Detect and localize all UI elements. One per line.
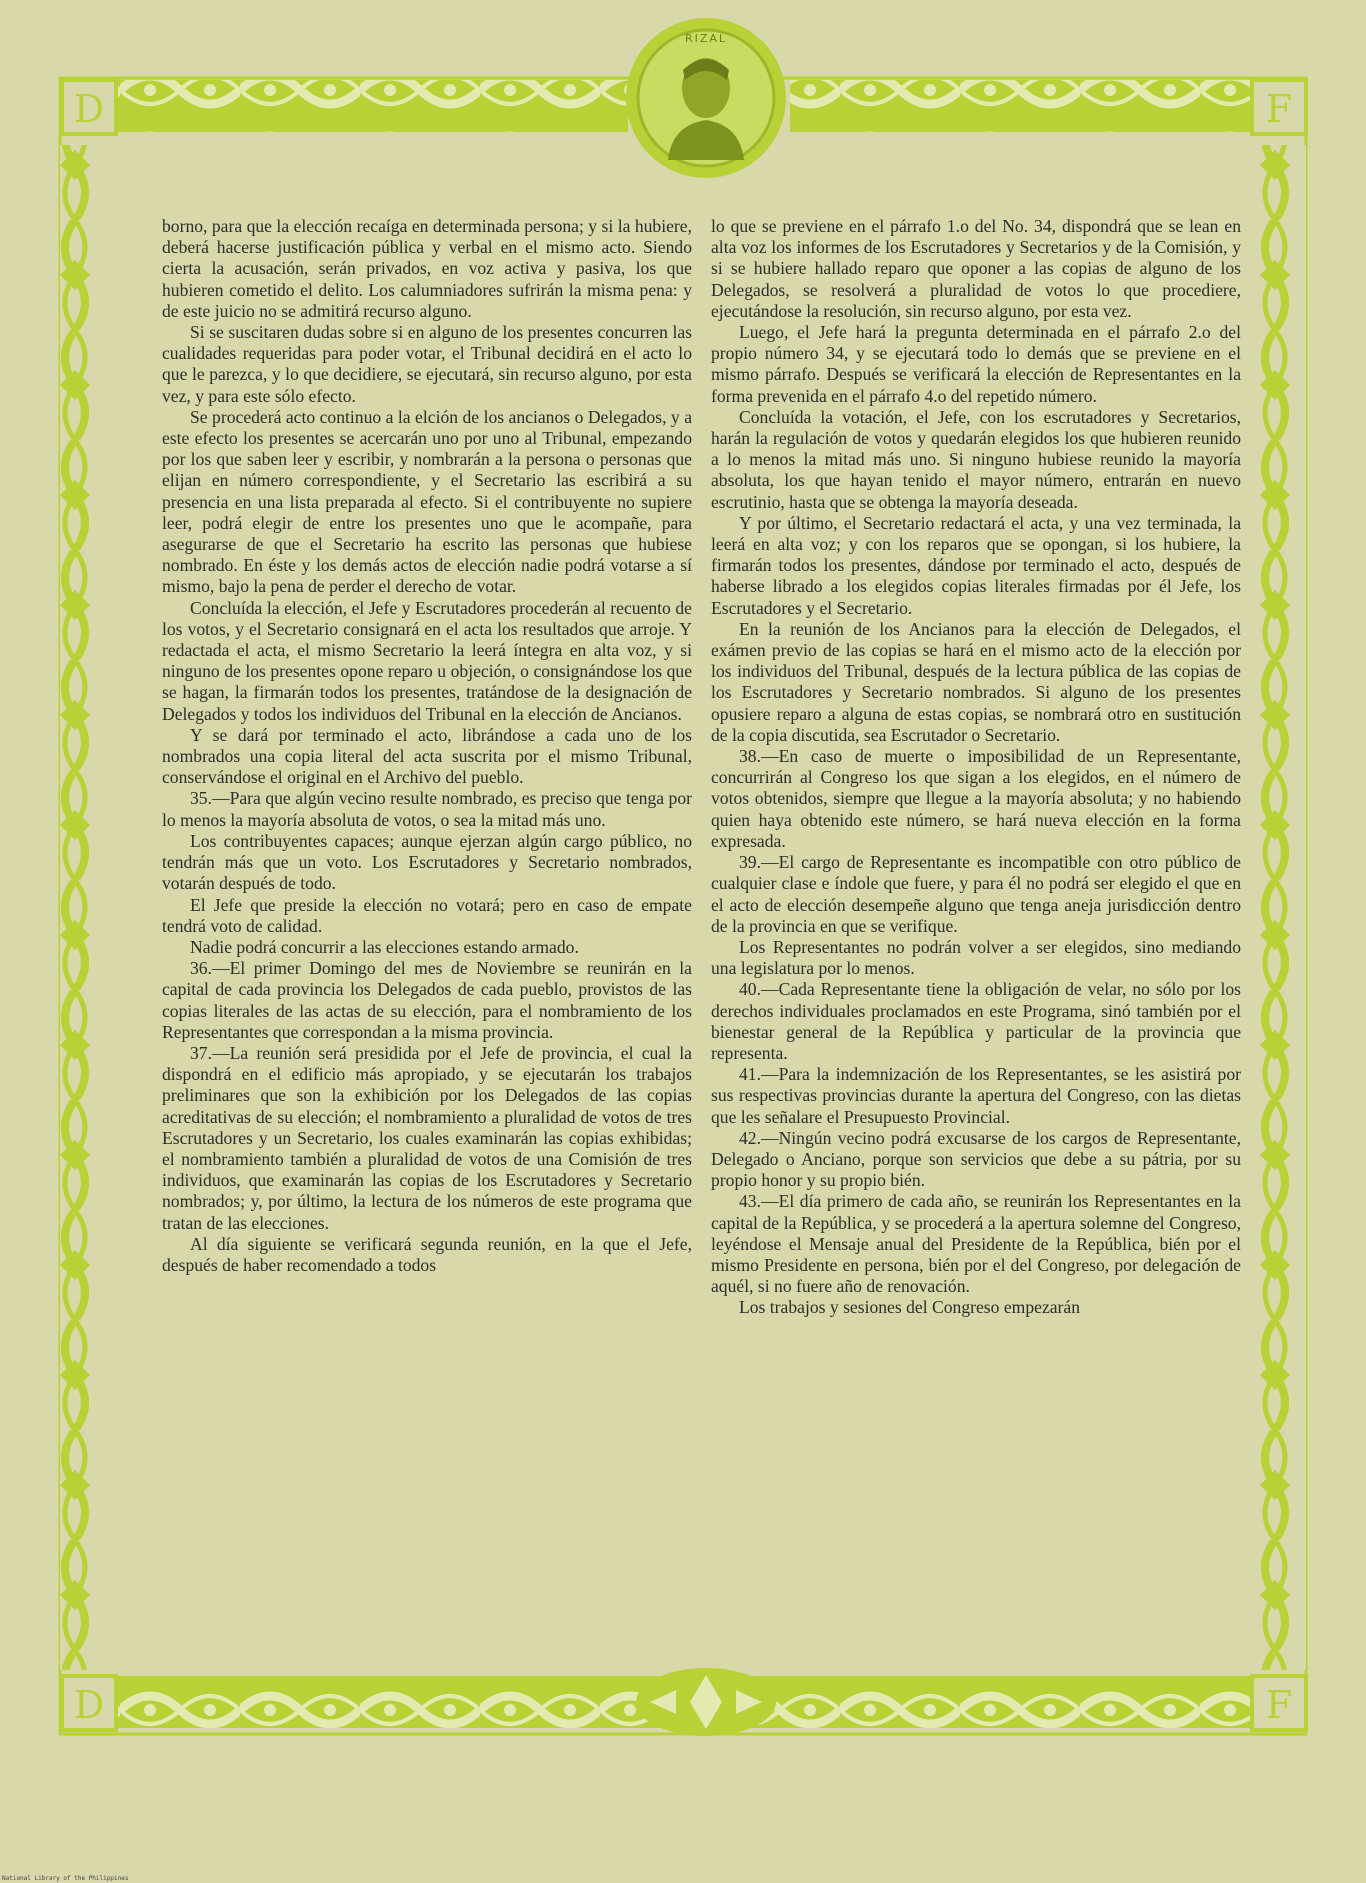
left-vine <box>60 145 110 1670</box>
paragraph: El Jefe que preside la elección no votará; pero en caso de empate tendrá voto de calidad. <box>162 894 692 936</box>
rizal-medallion <box>626 18 786 178</box>
article-39: 39.—El cargo de Representante es incompatible con otro público de cualquier clase e índole que fuere, y para él no podrá ser elegido el que en el acto de elección desempeñe alguno que tenga aneja jurisdicción dentro de la provincia en que se verifique. <box>711 852 1241 936</box>
svg-text:F: F <box>1265 1683 1293 1727</box>
article-41: 41.—Para la indemnización de los Representantes, se les asistirá por sus respectivas provincias durante la apertura del Congreso, con las dietas que les señalare el Presupuesto Provincial. <box>711 1064 1241 1127</box>
paragraph: Se procederá acto continuo a la elción de los ancianos o Delegados, y a este efecto los presentes se acercarán uno por uno al Tribunal, empezando por los que saben leer y escribir, y nombrarán a la persona o personas que elijan en número correspondiente, y el Secretario las escribirá a su presencia en una lista preparada al efecto. Si el contribuyente no supiere leer, podrá elegir de entre los presentes uno que le acompañe, para asegurarse de que el Secretario ha escrito las personas que hubiese nombrado. En éste y los demás actos de elección nadie podrá votarse a sí mismo, bajo la pena de perder el derecho de votar. <box>162 406 692 597</box>
monogram-top-right <box>1252 80 1306 134</box>
library-credit: National Library of the Philippines <box>2 1875 129 1882</box>
paragraph: Nadie podrá concurrir a las elecciones estando armado. <box>190 936 579 957</box>
paragraph: Al día siguiente se verificará segunda reunión, en la que el Jefe, después de haber recomendado a todos <box>162 1233 692 1275</box>
svg-text:F: F <box>1265 87 1293 131</box>
monogram-bottom-right <box>1252 1676 1306 1730</box>
paragraph: lo que se previene en el párrafo 1.o del No. 34, dispondrá que se lean en alta voz los informes de los Escrutadores y Secretarios y de la Comisión, y si se hubiere hallado reparo que oponer a las copias de alguno de los Delegados, se resolverá a pluralidad de votos lo que procediere, ejecutándose la resolución, sin recurso alguno, por esta vez. <box>711 216 1241 321</box>
paragraph: Y se dará por terminado el acto, librándose a cada uno de los nombrados una copia literal del acta suscrita por el mismo Tribunal, conservándose el original en el Archivo del pueblo. <box>162 724 692 788</box>
left-column <box>162 216 692 1276</box>
paragraph: Los trabajos y sesiones del Congreso empezarán <box>739 1297 1081 1318</box>
paragraph: En la reunión de los Ancianos para la elección de Delegados, el exámen previo de las copias se hará en el mismo acto de la elección por los individuos del Tribunal, después de la lectura pública de las copias de los Escrutadores y Secretario nombrados. Si alguno de los presentes opusiere reparo a alguna de estas copias, se nombrará otro en sustitución de la copia discutida, sea Escrutador o Secretario. <box>711 618 1241 745</box>
right-vine <box>1256 145 1306 1670</box>
paragraph: Concluída la votación, el Jefe, con los escrutadores y Secretarios, harán la regulación de votos y quedarán elegidos los que hubieren reunido a lo menos la mitad más uno. Si ninguno hubiese reunido la mayoría absoluta, los que hayan tenido el mayor número, entrarán en nuevo escrutinio, hasta que se obtenga la mayoría deseada. <box>711 406 1241 512</box>
article-37: 37.—La reunión será presidida por el Jefe de provincia, el cual la dispondrá en el edificio más apropiado, y se ejecutarán los trabajos preliminares que son la exhibición por los Delegados de las copias acreditativas de su elección; el nombramiento a pluralidad de votos de tres Escrutadores y un Secretario, los cuales examinarán las copias exhibidas; el nombramiento también a pluralidad de votos de una Comisión de tres individuos, que examinarán las copias de los Escrutadores y Secretario nombrados; y, por último, la lectura de los números de este programa que tratan de las elecciones. <box>162 1042 692 1233</box>
article-36: 36.—El primer Domingo del mes de Noviembre se reunirán en la capital de cada provincia los Delegados de cada pueblo, provistos de las copias literales de las actas de su elección, para el nombramiento de los Representantes que correspondan a la misma provincia. <box>162 958 692 1042</box>
monogram-bottom-left <box>62 1676 116 1730</box>
right-column <box>711 216 1241 1319</box>
paragraph: Los contribuyentes capaces; aunque ejerzan algún cargo público, no tendrán más que un voto. Los Escrutadores y Secretario nombrados, votarán después de todo. <box>162 830 692 894</box>
paragraph: Concluída la elección, el Jefe y Escrutadores procederán al recuento de los votos, y el Secretario consignará en el acta los resultados que arroje. Y redactada el acta, el mismo Secretario la leerá íntegra en alta voz, y si ninguno de los presentes opone reparo u objeción, o consignándose los que se hagan, la firmarán todos los presentes, tratándose de la designación de Delegados y todos los individuos del Tribunal en la elección de Ancianos. <box>162 597 692 724</box>
svg-text:RIZAL: RIZAL <box>684 32 728 45</box>
bottom-center-ornament <box>636 1668 776 1736</box>
monogram-top-left <box>62 80 116 134</box>
paragraph: borno, para que la elección recaíga en determinada persona; y si la hubiere, deberá hacerse justificación pública y verbal en el mismo acto. Siendo cierta la acusación, serán privados, en voz activa y pasiva, los que hubieren cometido el delito. Los calumniadores sufrirán la misma pena: y de este juicio no se admitirá recurso alguno. <box>162 216 692 321</box>
svg-text:D: D <box>73 87 105 131</box>
article-43: 43.—El día primero de cada año, se reunirán los Representantes en la capital de la República, y se procederá a la apertura solemne del Congreso, leyéndose el Mensaje anual del Presidente de la República, bién por el mismo Presidente en persona, bién por el del Congreso, por delegación de aquél, si no fuere año de renovación. <box>711 1191 1241 1297</box>
top-band-right <box>790 80 1250 132</box>
top-band-left <box>118 80 628 132</box>
svg-text:D: D <box>73 1683 105 1727</box>
paragraph: Los Representantes no podrán volver a ser elegidos, sino mediando una legislatura por lo menos. <box>711 936 1241 979</box>
article-40: 40.—Cada Representante tiene la obligación de velar, no sólo por los derechos individuales proclamados en este Programa, sinó también por el bienestar general de la República y particular de la provincia que representa. <box>711 979 1241 1063</box>
article-42: 42.—Ningún vecino podrá excusarse de los cargos de Representante, Delegado o Anciano, porque son servicios que debe a su pátria, por su propio honor y su propio bién. <box>711 1127 1241 1191</box>
paragraph: Si se suscitaren dudas sobre si en alguno de los presentes concurren las cualidades requeridas para poder votar, el Tribunal decidirá en el acto lo que le parezca, y lo que decidiere, se ejecutará, sin recurso alguno, por esta vez, y para este sólo efecto. <box>162 322 692 406</box>
article-35: 35.—Para que algún vecino resulte nombrado, es preciso que tenga por lo menos la mayoría absoluta de votos, o sea la mitad más uno. <box>162 788 692 830</box>
paragraph: Y por último, el Secretario redactará el acta, y una vez terminada, la leerá en alta voz; y con los reparos que se opongan, si los hubiere, la firmarán todos los presentes, dándose por terminado el acto, después de haberse librado a los elegidos copias literales firmadas por él Jefe, los Escrutadores y el Secretario. <box>711 512 1241 618</box>
paragraph: Luego, el Jefe hará la pregunta determinada en el párrafo 2.o del propio número 34, y se ejecutará todo lo demás que se previene en el mismo párrafo. Después se verificará la elección de Representantes en la forma prevenida en el párrafo 4.o del repetido número. <box>711 322 1241 406</box>
article-38: 38.—En caso de muerte o imposibilidad de un Representante, concurrirán al Congreso los que sigan a los elegidos, en el número de votos obtenidos, siempre que llegue a la mayoría absoluta; y no habiendo quien haya obtenido este número, se hará nueva elección en la forma expresada. <box>711 746 1241 851</box>
